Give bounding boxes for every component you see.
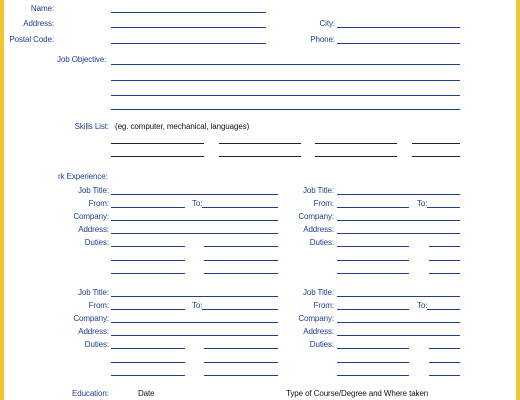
company-label: Company: (298, 314, 334, 323)
to-field[interactable] (427, 207, 460, 208)
city-field[interactable] (337, 27, 460, 28)
duties-line[interactable] (429, 362, 460, 363)
resume-form-page (4, 0, 516, 400)
duties-label: Duties: (84, 340, 109, 349)
company-label: Company: (298, 212, 334, 221)
skill-line[interactable] (219, 143, 301, 144)
job-address-label: Address: (303, 225, 334, 234)
skill-line[interactable] (412, 156, 460, 157)
address-label: Address: (23, 19, 54, 28)
duties-line[interactable] (204, 260, 278, 261)
job-title-field[interactable] (337, 296, 460, 297)
name-field[interactable] (111, 12, 266, 13)
duties-line[interactable] (111, 246, 185, 247)
job-address-label: Address: (303, 327, 334, 336)
from-field[interactable] (337, 207, 409, 208)
duties-line[interactable] (111, 273, 185, 274)
job-address-label: Address: (78, 327, 109, 336)
job-address-field[interactable] (337, 335, 460, 336)
duties-line[interactable] (337, 273, 409, 274)
duties-label: Duties: (309, 340, 334, 349)
job-title-field[interactable] (111, 296, 278, 297)
from-field[interactable] (111, 309, 185, 310)
from-label: From: (313, 199, 334, 208)
skill-line[interactable] (315, 156, 397, 157)
duties-line[interactable] (111, 348, 185, 349)
duties-label: Duties: (84, 238, 109, 247)
skill-line[interactable] (412, 143, 460, 144)
duties-line[interactable] (429, 375, 460, 376)
to-label: To: (192, 301, 203, 310)
from-field[interactable] (111, 207, 185, 208)
company-label: Company: (73, 314, 109, 323)
duties-line[interactable] (204, 375, 278, 376)
skill-line[interactable] (111, 156, 204, 157)
work-experience-label: rk Experience: (58, 172, 108, 181)
education-course-header: Type of Course/Degree and Where taken (286, 389, 429, 398)
postal-code-label: Postal Code: (9, 35, 54, 44)
job-title-label: Job Title: (77, 288, 109, 297)
duties-line[interactable] (429, 348, 460, 349)
duties-line[interactable] (429, 260, 460, 261)
from-label: From: (313, 301, 334, 310)
duties-line[interactable] (111, 375, 185, 376)
objective-line-3[interactable] (111, 95, 460, 96)
to-field[interactable] (427, 309, 460, 310)
from-label: From: (88, 199, 109, 208)
objective-line-2[interactable] (111, 80, 460, 81)
job-title-label: Job Title: (77, 186, 109, 195)
from-label: From: (88, 301, 109, 310)
skills-list-label: Skills List: (74, 122, 109, 131)
job-title-label: Job Title: (302, 186, 334, 195)
duties-line[interactable] (429, 273, 460, 274)
duties-line[interactable] (111, 362, 185, 363)
duties-line[interactable] (337, 348, 409, 349)
job-title-field[interactable] (337, 194, 460, 195)
from-field[interactable] (337, 309, 409, 310)
to-label: To: (417, 199, 428, 208)
phone-field[interactable] (337, 43, 460, 44)
duties-label: Duties: (309, 238, 334, 247)
company-field[interactable] (111, 322, 278, 323)
duties-line[interactable] (204, 273, 278, 274)
job-objective-label: Job Objective: (57, 55, 107, 64)
job-address-label: Address: (78, 225, 109, 234)
duties-line[interactable] (111, 260, 185, 261)
job-title-label: Job Title: (302, 288, 334, 297)
job-address-field[interactable] (111, 335, 278, 336)
name-label: Name: (30, 4, 54, 13)
skills-hint: (eg. computer, mechanical, languages) (115, 122, 250, 131)
skill-line[interactable] (111, 143, 204, 144)
duties-line[interactable] (204, 246, 278, 247)
to-label: To: (192, 199, 203, 208)
job-title-field[interactable] (111, 194, 278, 195)
phone-label: Phone: (310, 35, 335, 44)
education-date-header: Date (138, 389, 155, 398)
company-field[interactable] (111, 220, 278, 221)
job-address-field[interactable] (337, 233, 460, 234)
objective-line-1[interactable] (111, 64, 460, 65)
company-field[interactable] (337, 220, 460, 221)
duties-line[interactable] (337, 375, 409, 376)
skill-line[interactable] (219, 156, 301, 157)
company-label: Company: (73, 212, 109, 221)
duties-line[interactable] (204, 362, 278, 363)
postal-code-field[interactable] (111, 43, 266, 44)
to-label: To: (417, 301, 428, 310)
address-field[interactable] (111, 27, 266, 28)
education-label: Education: (72, 389, 109, 398)
duties-line[interactable] (429, 246, 460, 247)
company-field[interactable] (337, 322, 460, 323)
city-label: City: (319, 19, 335, 28)
to-field[interactable] (202, 207, 278, 208)
duties-line[interactable] (337, 362, 409, 363)
skill-line[interactable] (315, 143, 397, 144)
duties-line[interactable] (337, 260, 409, 261)
duties-line[interactable] (204, 348, 278, 349)
objective-line-4[interactable] (111, 109, 460, 110)
duties-line[interactable] (337, 246, 409, 247)
to-field[interactable] (202, 309, 278, 310)
job-address-field[interactable] (111, 233, 278, 234)
